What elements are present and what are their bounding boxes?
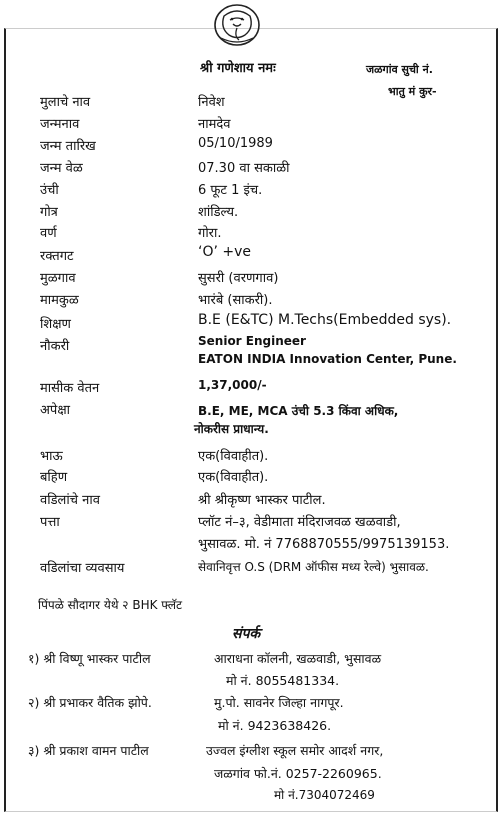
value-native-place: सुसरी (वरणगाव): [198, 271, 279, 286]
value-father-occupation: सेवानिवृत्त O.S (DRM ऑफीस मध्य रेल्वे) भुसावळ.: [198, 560, 429, 574]
contact-3-name: ३) श्री प्रकाश वामन पाटील: [28, 743, 149, 758]
label-job: नौकरी: [40, 339, 70, 354]
contact-2-address: मु.पो. सावनेर जिल्हा नागपूर.: [214, 695, 344, 710]
value-birth-name: नामदेव: [198, 117, 231, 132]
label-sister: बहिण: [40, 470, 68, 485]
value-height: 6 फूट 1 इंच.: [198, 183, 263, 198]
label-education: शिक्षण: [40, 317, 71, 332]
label-expectation: अपेक्षा: [40, 403, 71, 418]
label-father-occupation: वडिलांचा व्यवसाय: [40, 561, 125, 576]
ganesh-emblem-icon: [212, 2, 262, 48]
value-expectation-line2: नोकरीस प्राधान्य.: [194, 422, 269, 436]
property-note: पिंपळे सौदागर येथे २ BHK फ्लॅट: [38, 598, 183, 612]
value-job-title: Senior Engineer: [198, 334, 306, 348]
contact-1-name: १) श्री विष्णू भास्कर पाटील: [28, 651, 151, 666]
invocation-heading: श्री गणेशाय नमः: [200, 61, 276, 76]
value-address-line2: भुसावळ. मो. नं 7768870555/9975139153.: [198, 537, 450, 552]
value-name: निवेश: [198, 95, 225, 110]
label-address: पत्ता: [40, 515, 60, 530]
value-salary: 1,37,000/-: [198, 378, 267, 392]
label-salary: मासीक वेतन: [40, 381, 100, 396]
label-complexion: वर्ण: [40, 226, 57, 241]
contact-3-address: उज्वल इंग्लीश स्कूल समोर आदर्श नगर,: [206, 743, 384, 758]
value-education: B.E (E&TC) M.Techs(Embedded sys).: [198, 312, 452, 328]
contact-2-phone: मो नं. 9423638426.: [218, 718, 332, 733]
contact-1-address: आराधना कॉलनी, खळवाडी, भुसावळ: [214, 651, 382, 666]
contact-2-name: २) श्री प्रभाकर वैतिक झोपे.: [28, 695, 152, 710]
label-birth-date: जन्म तारिख: [40, 139, 96, 154]
label-birth-name: जन्मनाव: [40, 117, 80, 132]
label-maternal-family: मामकुळ: [40, 293, 79, 308]
value-sister: एक(विवाहीत).: [198, 470, 269, 485]
label-blood-group: रक्तगट: [40, 249, 74, 264]
label-birth-time: जन्म वेळ: [40, 161, 83, 176]
contacts-heading: संपर्क: [232, 626, 261, 642]
header-right-line2: भातु मं कुर-: [388, 85, 437, 98]
contact-3-phone: जळगांव फो.नं. 0257-2260965.: [214, 766, 382, 781]
label-brother: भाऊ: [40, 449, 63, 464]
value-address-line1: प्लॉट नं–३, वेडीमाता मंदिराजवळ खळवाडी,: [198, 515, 401, 530]
label-father-name: वडिलांचे नाव: [40, 493, 100, 508]
value-birth-date: 05/10/1989: [198, 136, 273, 151]
value-father-name: श्री श्रीकृष्ण भास्कर पाटील.: [198, 493, 326, 508]
value-job-company: EATON INDIA Innovation Center, Pune.: [198, 352, 457, 366]
value-brother: एक(विवाहीत).: [198, 449, 269, 464]
contact-1-phone: मो नं. 8055481334.: [226, 673, 340, 688]
value-gotra: शांडिल्य.: [198, 205, 239, 220]
label-gotra: गोत्र: [40, 205, 58, 220]
contact-3-mobile: मो नं.7304072469: [274, 788, 375, 802]
label-height: उंची: [40, 183, 59, 198]
value-maternal-family: भारंबे (साकरी).: [198, 293, 273, 308]
label-name: मुलाचे नाव: [40, 95, 91, 110]
value-birth-time: 07.30 वा सकाळी: [198, 161, 290, 176]
value-expectation-line1: B.E, ME, MCA उंची 5.3 किंवा अधिक,: [198, 404, 399, 418]
label-native-place: मुळगाव: [40, 271, 76, 286]
value-blood-group: ‘O’ +ve: [198, 244, 251, 260]
value-complexion: गोरा.: [198, 226, 222, 241]
header-right-line1: जळगांव सुची नं.: [366, 63, 433, 76]
